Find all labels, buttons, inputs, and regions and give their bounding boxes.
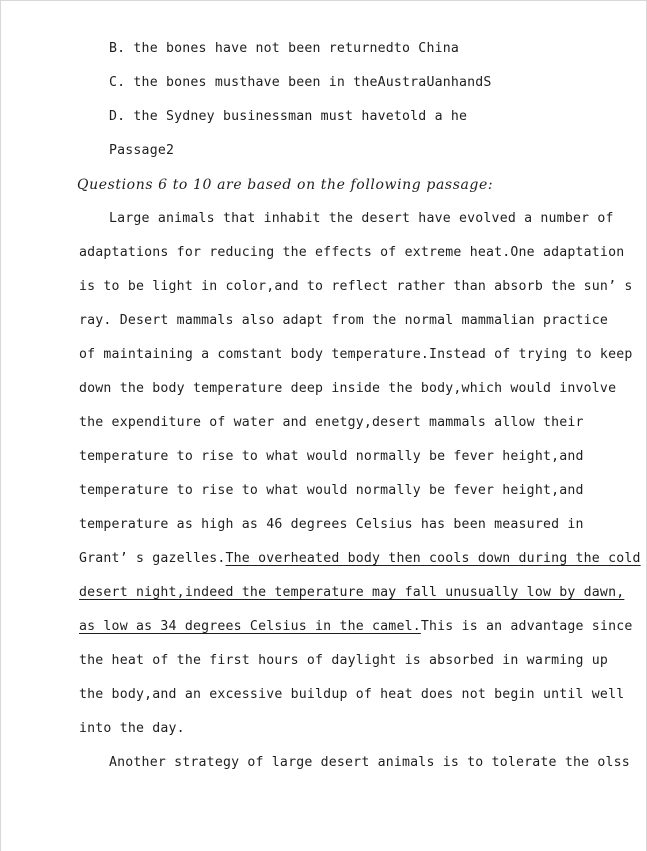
paragraph-line: the expenditure of water and enetgy,desert mammals allow their — [79, 415, 584, 430]
underlined-text: desert night,indeed the temperature may fall unusually low by dawn, — [79, 585, 625, 600]
paragraph-line: Large animals that inhabit the desert have evolved a number of — [109, 211, 614, 226]
paragraph-line: temperature to rise to what would normally be fever height,and — [79, 483, 584, 498]
paragraph-line — [79, 617, 633, 637]
paragraph-line: Another strategy of large desert animals is to tolerate the olss — [109, 755, 630, 770]
paragraph-line: down the body temperature deep inside the body,which would involve — [79, 381, 617, 396]
option-d: D. the Sydney businessman must havetold a he — [109, 109, 468, 124]
option-b: B. the bones have not been returnedto China — [109, 41, 460, 56]
underlined-text: The overheated body then cools down during the cold — [225, 551, 641, 566]
underlined-text: as low as 34 degrees Celsius in the camel. — [79, 619, 421, 634]
plain-text: Grant’ s gazelles. — [79, 551, 226, 566]
paragraph-line: the body,and an excessive buildup of heat does not begin until well — [79, 687, 625, 702]
paragraph-line: of maintaining a comstant body temperature.Instead of trying to keep — [79, 347, 633, 362]
paragraph-line: is to be light in color,and to reflect rather than absorb the sun’ s — [79, 279, 633, 294]
paragraph-line: adaptations for reducing the effects of extreme heat.One adaptation — [79, 245, 625, 260]
paragraph-line — [79, 583, 625, 603]
paragraph-line: temperature to rise to what would normally be fever height,and — [79, 449, 584, 464]
paragraph-line — [79, 549, 641, 569]
option-c: C. the bones musthave been in theAustraUanhandS — [109, 75, 492, 90]
questions-heading: Questions 6 to 10 are based on the following passage: — [77, 177, 494, 193]
paragraph-line: temperature as high as 46 degrees Celsius has been measured in — [79, 517, 584, 532]
paragraph-line: the heat of the first hours of daylight is absorbed in warming up — [79, 653, 609, 668]
paragraph-line: into the day. — [79, 721, 185, 736]
paragraph-line: ray. Desert mammals also adapt from the normal mammalian practice — [79, 313, 609, 328]
passage-label: Passage2 — [109, 143, 175, 158]
plain-text: This is an advantage since — [420, 619, 633, 634]
